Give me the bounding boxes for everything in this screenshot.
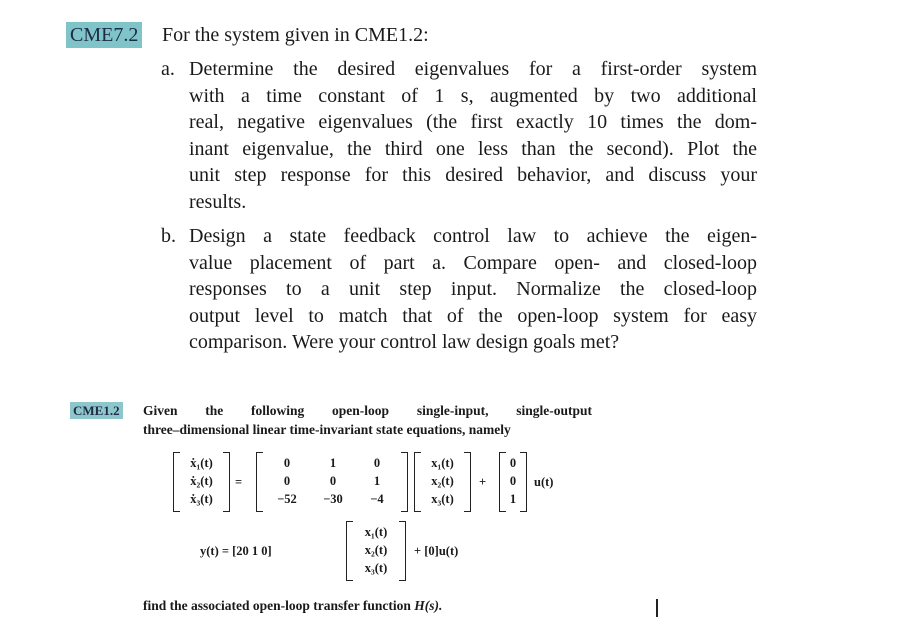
x-entry: x₃(t) <box>431 492 454 506</box>
vector-b-cell: 0 <box>509 456 517 470</box>
part-b-line: responses to a unit step input. Normalize the closed-loop <box>189 278 757 300</box>
part-a-line: with a time constant of 1 s, augmented by two additional <box>189 84 757 107</box>
xdot-vector <box>173 452 230 512</box>
matrix-a-cell: 1 <box>329 456 337 470</box>
vector-b <box>499 452 527 512</box>
part-a-line: Determine the desired eigenvalues for a first-order system <box>189 58 757 80</box>
part-b-line: Design a state feedback control law to achieve the eigen- <box>189 225 757 247</box>
part-b-line: output level to match that of the open-loop system for easy <box>189 304 757 327</box>
xdot-entry: ẋ₁(t) <box>190 456 213 470</box>
matrix-a-cell: −4 <box>370 492 384 506</box>
vector-b-cell: 0 <box>509 474 517 488</box>
part-a-line: unit step response for this desired behavior, and discuss your <box>189 164 757 186</box>
part-a <box>161 56 757 215</box>
closing-line <box>143 596 442 615</box>
part-a-label: a. <box>161 58 175 80</box>
output-rhs: + [0]u(t) <box>414 544 459 558</box>
output-x-entry: x₂(t) <box>364 543 388 557</box>
plus-sign: + <box>479 475 487 489</box>
part-b-line: value placement of part a. Compare open- and closed-loop <box>189 251 757 274</box>
output-x-entry: x₁(t) <box>364 525 388 539</box>
problem-tag-cme7-2: CME7.2 <box>66 22 142 48</box>
matrix-a-cell: 1 <box>373 474 381 488</box>
matrix-a-cell: 0 <box>283 456 291 470</box>
equals-sign: = <box>235 475 243 489</box>
input-u: u(t) <box>534 475 554 489</box>
matrix-a <box>256 452 408 512</box>
x-entry: x₁(t) <box>431 456 454 470</box>
reference-line: Given the following open-loop single-input, single-output <box>143 403 592 418</box>
output-lhs: y(t) = [20 1 0] <box>200 544 272 558</box>
problem-tag-cme1-2: CME1.2 <box>70 402 123 419</box>
part-b-line: comparison. Were your control law design goals met? <box>189 331 620 353</box>
part-b-label: b. <box>161 225 176 247</box>
xdot-entry: ẋ₂(t) <box>190 474 213 488</box>
matrix-a-cell: −30 <box>323 492 343 506</box>
output-x-entry: x₃(t) <box>364 561 388 575</box>
part-a-line: results. <box>189 190 247 213</box>
closing-text: find the associated open-loop transfer function <box>143 598 411 613</box>
text-cursor <box>656 599 658 617</box>
reference-line: three–dimensional linear time-invariant state equations, namely <box>143 422 511 437</box>
xdot-entry: ẋ₃(t) <box>190 492 213 506</box>
output-x-vector <box>346 521 406 581</box>
x-entry: x₂(t) <box>431 474 454 488</box>
vector-b-cell: 1 <box>509 492 517 506</box>
x-vector <box>414 452 471 512</box>
part-a-line: real, negative eigenvalues (the first exactly 10 times the dom- <box>189 111 757 133</box>
part-b <box>161 223 757 356</box>
matrix-a-cell: 0 <box>329 474 337 488</box>
problem-intro: For the system given in CME1.2: <box>162 24 429 46</box>
transfer-function-symbol: H(s). <box>414 598 443 613</box>
matrix-a-cell: 0 <box>283 474 291 488</box>
reference-text <box>143 401 592 439</box>
matrix-a-cell: 0 <box>373 456 381 470</box>
matrix-a-cell: −52 <box>277 492 297 506</box>
part-a-line: inant eigenvalue, the third one less than the second). Plot the <box>189 137 757 160</box>
